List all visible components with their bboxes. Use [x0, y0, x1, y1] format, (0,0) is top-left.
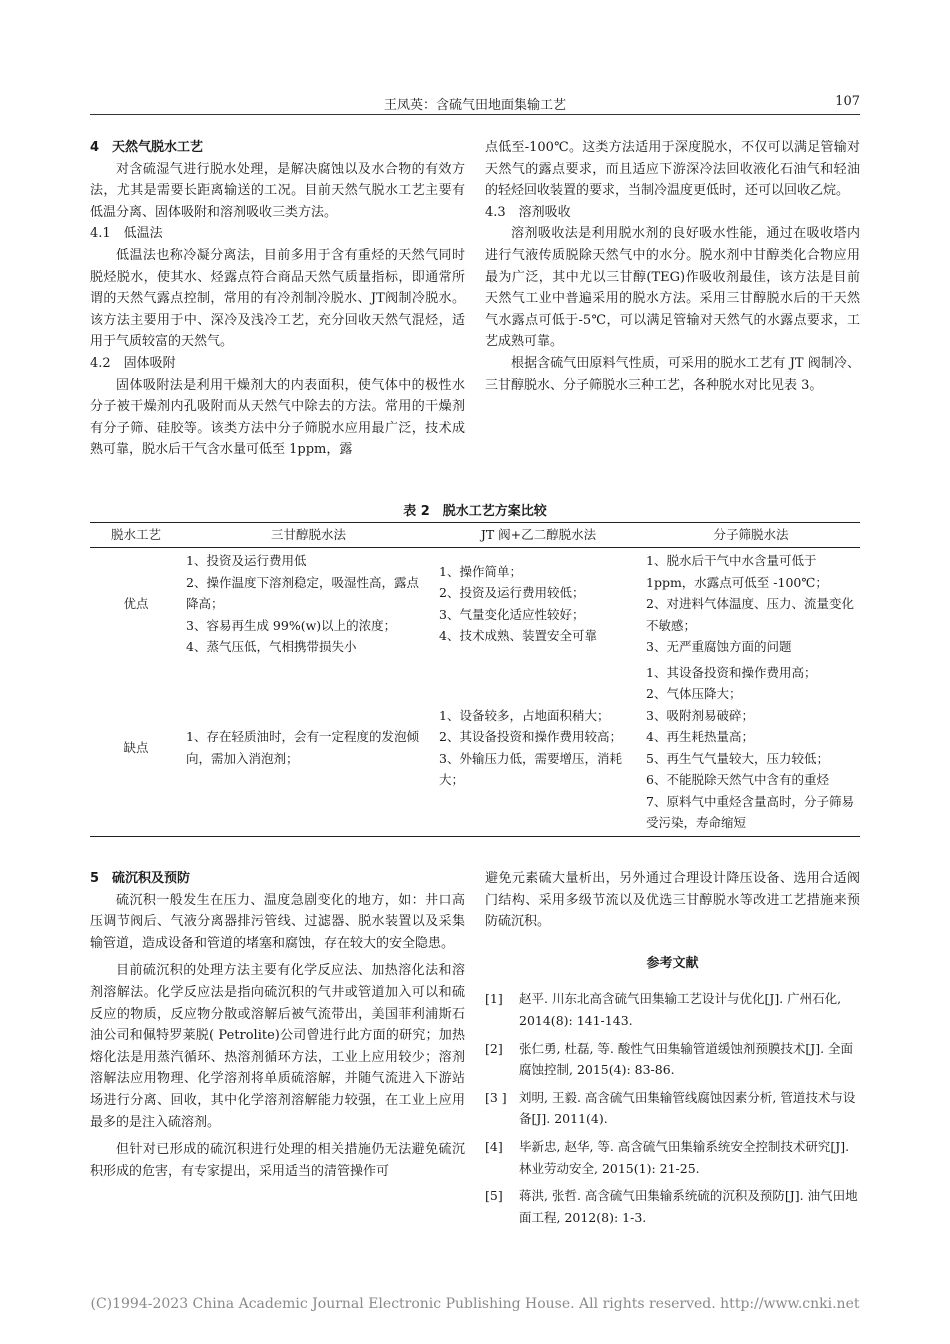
table-cell-item: 2、操作温度下溶剂稳定，吸湿性高，露点降高； [186, 574, 419, 611]
table-cell-item: 7、原料气中重烃含量高时，分子筛易受污染，寿命缩短 [646, 793, 854, 830]
table-cell-item: 1、投资及运行费用低 [186, 553, 307, 568]
reference-text: 蒋洪, 张哲. 高含硫气田集输系统硫的沉积及预防[J]. 油气田地面工程, 2012(8): 1-3. [519, 1188, 858, 1225]
table-header-cell: 分子筛脱水法 [642, 523, 860, 548]
table-cell-item: 4、技术成熟、装置安全可靠 [439, 628, 597, 644]
reference-text: 张仁勇, 杜磊, 等. 酸性气田集输管道缓蚀剂预膜技术[J]. 全面腐蚀控制, 2015(4): 83-86. [519, 1040, 854, 1078]
table-header-cell: 三甘醇脱水法 [182, 523, 435, 548]
advantages-teg-list [186, 550, 431, 658]
references-list [485, 988, 860, 1228]
reference-item [485, 1038, 860, 1081]
advantages-ms-list [646, 550, 856, 658]
table-cell-item: 3、容易再生成 99%(w)以上的浓度； [186, 617, 397, 633]
reference-text: 刘明, 王毅. 高含硫气田集输管线腐蚀因素分析, 管道技术与设备[J]. 2011(4). [519, 1089, 856, 1127]
copyright-footer: (C)1994-2023 China Academic Journal Electronic Publishing House. All rights reserved. http://www.cnki.net [90, 1296, 860, 1312]
table-cell [182, 660, 435, 837]
table-cell-item: 1、存在轻质油时，会有一定程度的发泡倾向，需加入消泡剂； [186, 729, 419, 766]
table-cell-item: 2、投资及运行费用较低； [439, 585, 585, 601]
table-cell-item: 1、操作简单； [439, 563, 522, 579]
row-label-disadvantages: 缺点 [90, 660, 182, 837]
column-right-bottom [485, 868, 860, 1234]
table-cell-item: 2、气体压降大； [646, 686, 742, 701]
section-5-continuation: 避免元素硫大量析出，另外通过合理设计降压设备、选用合适阀门结构、采用多级节流以及优选三甘醇脱水等改进工艺措施来预防硫沉积。 [485, 871, 860, 930]
section-4-1-text: 低温法也称冷凝分离法，目前多用于含有重烃的天然气同时脱烃脱水，使其水、烃露点符合商品天然气质量指标，即通常所谓的天然气露点控制，常用的有冷剂制冷脱水、JT阀制冷脱水。该方法主要用于中、深冷及浅冷工艺，充分回收天然气混烃，适用于气质较富的天然气。 [90, 247, 465, 350]
table-cell-item: 4、蒸气压低，气相携带损失小 [186, 639, 357, 654]
section-4-heading: 4 天然气脱水工艺 [90, 140, 204, 155]
section-4-3-text: 溶剂吸收法是利用脱水剂的良好吸水性能，通过在吸收塔内进行气液传质脱除天然气中的水分。脱水剂中甘醇类化合物应用最为广泛，其中尤以三甘醇(TEG)作吸收剂最佳，该方法是目前天然气工业中普遍采用的脱水方法。采用三甘醇脱水后的干天然气水露点可低于-5℃，可以满足管输对天然气的水露点要求，工艺成熟可靠。 [485, 226, 860, 350]
table-cell-item: 1、其设备投资和操作费用高； [646, 664, 817, 680]
table-header-cell: JT 阀+乙二醇脱水法 [435, 523, 642, 548]
disadvantages-jt-list [439, 705, 638, 791]
table-cell-item: 3、吸附剂易破碎； [646, 707, 754, 723]
reference-number: [3 ] [485, 1089, 507, 1105]
references-heading: 参考文献 [646, 955, 699, 971]
table-cell-item: 3、气量变化适应性较好； [439, 606, 585, 622]
table-cell-item: 2、其设备投资和操作费用较高； [439, 729, 622, 744]
table-row [90, 660, 860, 837]
table-cell [642, 660, 860, 837]
section-5-para-2: 目前硫沉积的处理方法主要有化学反应法、加热溶化法和溶剂溶解法。化学反应法是指向硫沉积的气井或管道加入可以和硫反应的物质，反应物分散或溶解后被气流带出，美国菲利浦斯石油公司和佩特罗莱脱( Petrolite)公司曾进行此方面的研究；加热熔化法是用蒸汽循环、热溶剂循环方法，工业上应用较少；溶剂溶解法应用物理、化学溶剂将单质硫溶解，并随气流进入下游站场进行分离、回收，其中化学溶剂溶解能力较强，在工业上应用最多的是注入硫溶剂。 [90, 963, 465, 1130]
reference-text: 赵平. 川东北高含硫气田集输工艺设计与优化[J]. 广州石化, 2014(8): 141-143. [519, 991, 842, 1028]
column-left-top [90, 137, 465, 461]
reference-item [485, 1136, 860, 1179]
comparison-table [90, 522, 860, 837]
table-cell-item: 1、设备较多，占地面积稍大； [439, 707, 610, 723]
running-title: 王凤英：含硫气田地面集输工艺 [383, 98, 566, 113]
table-cell-item: 3、无严重腐蚀方面的问题 [646, 639, 792, 654]
column-right-top [485, 137, 860, 396]
section-4-3-heading: 4.3 溶剂吸收 [485, 204, 571, 220]
reference-item [485, 988, 860, 1031]
table-row [90, 548, 860, 660]
table-cell [182, 548, 435, 660]
column-left-bottom [90, 868, 465, 1182]
section-5-heading: 5 硫沉积及预防 [90, 871, 191, 886]
reference-number: [5] [485, 1188, 503, 1204]
section-4-2-text: 固体吸附法是利用干燥剂大的内表面积，使气体中的极性水分子被干燥剂内孔吸附而从天然气中除去的方法。常用的干燥剂有分子筛、硅胶等。该类方法中分子筛脱水应用最广泛，技术成熟可靠，脱水后干气含水量可低至 1ppm，露 [90, 377, 465, 458]
table-cell-item: 2、对进料气体温度、压力、流量变化不敏感； [646, 596, 854, 633]
table-caption: 表 2 脱水工艺方案比较 [403, 504, 547, 519]
section-5-para-1: 硫沉积一般发生在压力、温度急剧变化的地方，如：井口高压调节阀后、气液分离器排污管线、过滤器、脱水装置以及采集输管道，造成设备和管道的堵塞和腐蚀，存在较大的安全隐患。 [90, 892, 465, 951]
running-header [90, 92, 860, 115]
table-header-cell: 脱水工艺 [90, 523, 182, 548]
section-4-1-heading: 4.1 低温法 [90, 226, 163, 242]
reference-item [485, 1185, 860, 1228]
table-cell [642, 548, 860, 660]
page-number: 107 [835, 94, 860, 109]
reference-number: [4] [485, 1138, 503, 1154]
reference-item [485, 1087, 860, 1130]
table-cell-item: 4、再生耗热量高； [646, 729, 754, 744]
section-4-3-text-2: 根据含硫气田原料气性质，可采用的脱水工艺有 JT 阀制冷、三甘醇脱水、分子筛脱水三种工艺，各种脱水对比见表 3。 [485, 355, 860, 393]
section-4-intro: 对含硫湿气进行脱水处理，是解决腐蚀以及水合物的有效方法，尤其是需要长距离输送的工况。目前天然气脱水工艺主要有低温分离、固体吸附和溶剂吸收三类方法。 [90, 161, 465, 220]
reference-number: [2] [485, 1040, 503, 1056]
table-cell-item: 6、不能脱除天然气中含有的重烃 [646, 772, 829, 787]
section-4-2-continuation: 点低至-100℃。这类方法适用于深度脱水，不仅可以满足管输对天然气的露点要求，而且适应下游深冷法回收液化石油气和轻油的轻烃回收装置的要求，当制冷温度更低时，还可以回收乙烷。 [485, 140, 860, 199]
table-cell-item: 3、外输压力低，需要增压，消耗大； [439, 750, 622, 787]
advantages-jt-list [439, 561, 638, 647]
table-cell-item: 1、脱水后干气中水含量可低于 1ppm，水露点可低至 -100℃； [646, 553, 828, 590]
section-4-2-heading: 4.2 固体吸附 [90, 355, 176, 371]
disadvantages-teg-list [186, 726, 431, 769]
table-header-row [90, 523, 860, 548]
reference-number: [1] [485, 991, 503, 1007]
row-label-advantages: 优点 [123, 596, 149, 611]
disadvantages-ms-list [646, 662, 856, 834]
section-5-para-3: 但针对已形成的硫沉积进行处理的相关措施仍无法避免硫沉积形成的危害，有专家提出，采用适当的清管操作可 [90, 1142, 465, 1179]
reference-text: 毕新忠, 赵华, 等. 高含硫气田集输系统安全控制技术研究[J]. 林业劳动安全, 2015(1): 21-25. [519, 1138, 850, 1176]
table-cell-item: 5、再生气气量较大，压力较低； [646, 750, 829, 766]
table-cell [435, 660, 642, 837]
table-cell [435, 548, 642, 660]
